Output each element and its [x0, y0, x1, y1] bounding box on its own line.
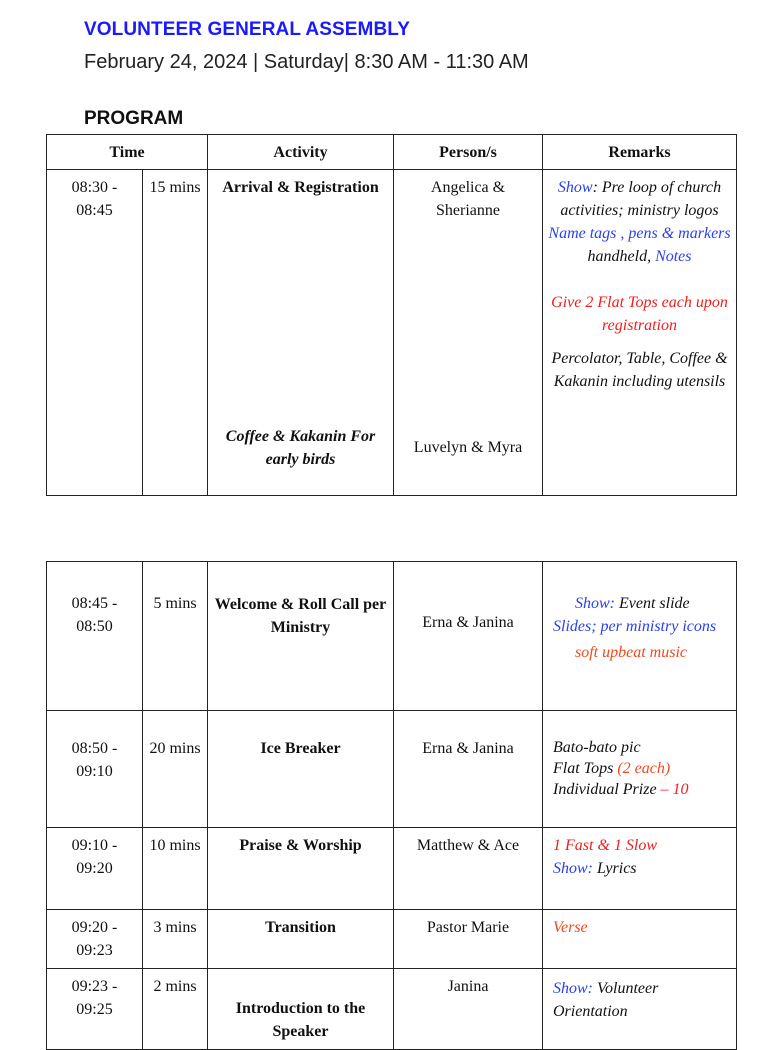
row-time: 09:20 - 09:23 — [47, 910, 143, 969]
header-persons: Person/s — [394, 135, 543, 170]
show-text: Event slide — [615, 595, 690, 612]
row-duration: 10 mins — [143, 828, 208, 910]
activity-main: Arrival & Registration — [222, 179, 379, 196]
table-row — [47, 969, 737, 1050]
prize-count: – 10 — [660, 781, 689, 798]
remarks-line-1: Bato-bato pic — [553, 739, 641, 756]
header-remarks: Remarks — [543, 135, 737, 170]
remarks-show — [553, 857, 732, 880]
row-remarks — [543, 562, 737, 711]
flat-tops-text: Flat Tops — [553, 760, 618, 777]
show-label: Show: — [553, 860, 593, 877]
handheld-text: handheld, — [587, 248, 656, 265]
row-persons — [394, 170, 543, 496]
row-duration: 20 mins — [143, 711, 208, 828]
notes-text: Notes — [655, 248, 692, 265]
remarks-show — [547, 176, 732, 222]
row-remarks — [543, 711, 737, 828]
remarks-line-3 — [553, 779, 732, 800]
row-duration: 15 mins — [143, 170, 208, 496]
show-text: Volunteer Orientation — [553, 980, 659, 1020]
show-label: Show: — [575, 595, 615, 612]
row-activity: Welcome & Roll Call per Ministry — [208, 562, 394, 711]
table-row — [47, 711, 737, 828]
row-persons: Matthew & Ace — [394, 828, 543, 910]
activity-sub: Coffee & Kakanin For early birds — [225, 428, 376, 468]
row-activity — [208, 170, 394, 496]
row-time: 08:50 - 09:10 — [47, 711, 143, 828]
row-persons: Pastor Marie — [394, 910, 543, 969]
header-time: Time — [47, 135, 208, 170]
program-table-1 — [46, 134, 737, 496]
row-activity: Introduction to the Speaker — [208, 969, 394, 1050]
table-row — [47, 170, 737, 496]
persons-sub: Luvelyn & Myra — [413, 439, 523, 456]
row-activity: Transition — [208, 910, 394, 969]
remarks-handheld — [547, 245, 732, 268]
show-label: Show — [557, 179, 593, 196]
row-time: 09:10 - 09:20 — [47, 828, 143, 910]
row-activity: Ice Breaker — [208, 711, 394, 828]
row-duration: 2 mins — [143, 969, 208, 1050]
row-remarks — [543, 969, 737, 1050]
page-title: VOLUNTEER GENERAL ASSEMBLY — [84, 19, 410, 40]
program-heading: PROGRAM — [84, 108, 184, 129]
program-table-2 — [46, 561, 737, 1050]
row-persons: Erna & Janina — [394, 562, 543, 711]
row-time: 09:23 - 09:25 — [47, 969, 143, 1050]
remarks-line-1: Verse — [553, 919, 588, 936]
show-label: Show: — [553, 980, 593, 997]
table-header-row — [47, 135, 737, 170]
flat-tops-count: (2 each) — [617, 760, 671, 777]
row-remarks — [543, 910, 737, 969]
row-duration: 5 mins — [143, 562, 208, 711]
remarks-line-2 — [553, 758, 732, 779]
remarks-line-1: 1 Fast & 1 Slow — [553, 837, 658, 854]
table-row — [47, 562, 737, 711]
row-activity: Praise & Worship — [208, 828, 394, 910]
remarks-slides: Slides; per ministry icons — [553, 618, 717, 635]
remarks-show — [553, 592, 732, 615]
table-row — [47, 910, 737, 969]
remarks-show — [553, 977, 732, 1023]
remarks-name-tags: Name tags , pens & markers — [548, 225, 731, 242]
prize-text: Individual Prize — [553, 781, 661, 798]
event-date-line: February 24, 2024 | Saturday| 8:30 AM - 11:30 AM — [84, 51, 529, 73]
header-activity: Activity — [208, 135, 394, 170]
remarks-sub: Percolator, Table, Coffee & Kakanin including utensils — [551, 350, 728, 390]
row-remarks — [543, 828, 737, 910]
persons-main: Angelica & Sherianne — [430, 179, 506, 219]
row-duration: 3 mins — [143, 910, 208, 969]
row-time: 08:45 - 08:50 — [47, 562, 143, 711]
row-persons: Janina — [394, 969, 543, 1050]
remarks-music: soft upbeat music — [575, 644, 687, 661]
row-time: 08:30 - 08:45 — [47, 170, 143, 496]
show-text: : Pre loop of church activities; ministry logos — [560, 179, 722, 219]
row-persons: Erna & Janina — [394, 711, 543, 828]
row-remarks — [543, 170, 737, 496]
remarks-flat-tops: Give 2 Flat Tops each upon registration — [551, 294, 728, 334]
show-text: Lyrics — [593, 860, 637, 877]
table-row — [47, 828, 737, 910]
